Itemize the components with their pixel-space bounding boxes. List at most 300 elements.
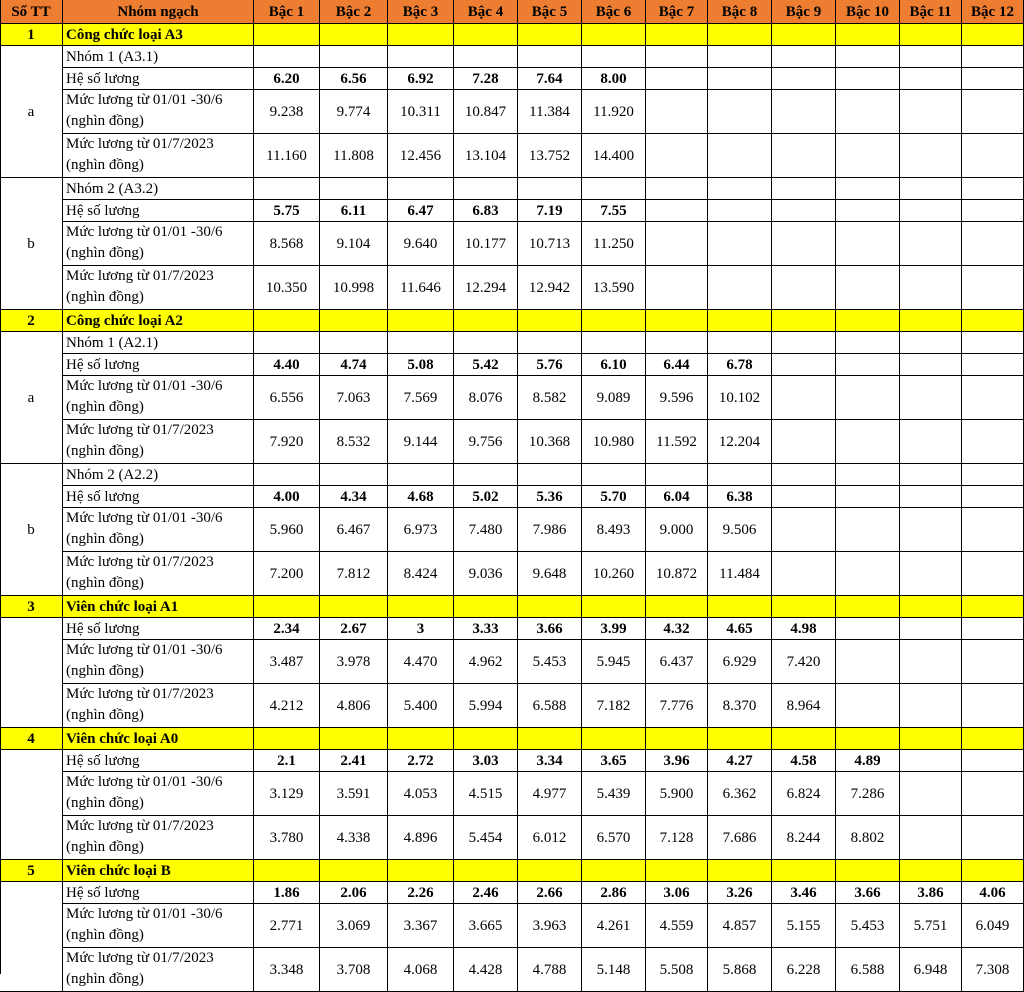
blank-cell <box>900 68 962 90</box>
value-cell: 8.493 <box>582 508 646 552</box>
section-fill-cell <box>962 728 1024 750</box>
group-name: Nhóm 1 (A2.1) <box>63 332 254 354</box>
value-cell: 2.67 <box>320 618 388 640</box>
value-cell: 13.104 <box>454 134 518 178</box>
value-cell: 9.089 <box>582 376 646 420</box>
section-number: 5 <box>0 860 63 882</box>
section-fill-cell <box>962 310 1024 332</box>
value-cell: 5.439 <box>582 772 646 816</box>
blank-cell <box>772 134 836 178</box>
section-fill-cell <box>900 596 962 618</box>
blank-cell <box>708 90 772 134</box>
section-fill-cell <box>320 24 388 46</box>
blank-cell <box>772 90 836 134</box>
section-title: Công chức loại A2 <box>63 310 254 332</box>
group-letter: b <box>0 178 63 310</box>
blank-cell <box>900 354 962 376</box>
value-cell: 2.34 <box>254 618 320 640</box>
blank-cell <box>900 750 962 772</box>
value-cell: 6.56 <box>320 68 388 90</box>
value-cell: 8.076 <box>454 376 518 420</box>
value-cell: 8.00 <box>582 68 646 90</box>
blank-cell <box>900 684 962 728</box>
value-cell: 4.27 <box>708 750 772 772</box>
blank-cell <box>646 46 708 68</box>
section-number: 1 <box>0 24 63 46</box>
section-fill-cell <box>836 310 900 332</box>
row-label: Mức lương từ 01/01 -30/6 (nghìn đồng) <box>63 376 254 420</box>
value-cell: 9.596 <box>646 376 708 420</box>
section-fill-cell <box>454 860 518 882</box>
value-cell: 10.350 <box>254 266 320 310</box>
value-cell: 7.420 <box>772 640 836 684</box>
blank-cell <box>320 178 388 200</box>
section-fill-cell <box>454 310 518 332</box>
blank-cell <box>582 46 646 68</box>
value-cell: 9.144 <box>388 420 454 464</box>
column-header: Bậc 10 <box>836 0 900 24</box>
section-fill-cell <box>836 860 900 882</box>
group-name: Nhóm 2 (A2.2) <box>63 464 254 486</box>
blank-cell <box>772 200 836 222</box>
blank-cell <box>900 178 962 200</box>
blank-cell <box>962 420 1024 464</box>
blank-cell <box>900 618 962 640</box>
group-letter: a <box>0 46 63 178</box>
value-cell: 3.348 <box>254 948 320 992</box>
value-cell: 5.945 <box>582 640 646 684</box>
value-cell: 5.400 <box>388 684 454 728</box>
value-cell: 10.368 <box>518 420 582 464</box>
row-label: Hệ số lương <box>63 750 254 772</box>
value-cell: 3.487 <box>254 640 320 684</box>
blank-cell <box>900 486 962 508</box>
group-letter <box>0 750 63 860</box>
blank-cell <box>772 332 836 354</box>
group-name: Nhóm 1 (A3.1) <box>63 46 254 68</box>
value-cell: 6.973 <box>388 508 454 552</box>
blank-cell <box>708 200 772 222</box>
value-cell: 9.640 <box>388 222 454 266</box>
value-cell: 4.261 <box>582 904 646 948</box>
blank-cell <box>962 222 1024 266</box>
blank-cell <box>708 46 772 68</box>
value-cell: 5.453 <box>836 904 900 948</box>
value-cell: 9.774 <box>320 90 388 134</box>
column-header: Nhóm ngạch <box>63 0 254 24</box>
blank-cell <box>900 332 962 354</box>
value-cell: 2.1 <box>254 750 320 772</box>
column-header: Bậc 6 <box>582 0 646 24</box>
blank-cell <box>772 552 836 596</box>
blank-cell <box>254 464 320 486</box>
section-fill-cell <box>320 596 388 618</box>
value-cell: 6.92 <box>388 68 454 90</box>
section-fill-cell <box>582 24 646 46</box>
value-cell: 5.70 <box>582 486 646 508</box>
group-letter <box>0 882 63 992</box>
value-cell: 5.508 <box>646 948 708 992</box>
value-cell: 4.89 <box>836 750 900 772</box>
row-label: Mức lương từ 01/7/2023 (nghìn đồng) <box>63 134 254 178</box>
row-label: Mức lương từ 01/7/2023 (nghìn đồng) <box>63 948 254 992</box>
section-fill-cell <box>582 860 646 882</box>
value-cell: 2.46 <box>454 882 518 904</box>
value-cell: 11.808 <box>320 134 388 178</box>
section-fill-cell <box>388 24 454 46</box>
blank-cell <box>900 134 962 178</box>
blank-cell <box>646 464 708 486</box>
blank-cell <box>772 266 836 310</box>
value-cell: 3.069 <box>320 904 388 948</box>
section-fill-cell <box>646 596 708 618</box>
value-cell: 7.569 <box>388 376 454 420</box>
value-cell: 6.10 <box>582 354 646 376</box>
value-cell: 5.02 <box>454 486 518 508</box>
section-fill-cell <box>388 596 454 618</box>
blank-cell <box>900 46 962 68</box>
value-cell: 4.00 <box>254 486 320 508</box>
value-cell: 5.76 <box>518 354 582 376</box>
blank-cell <box>320 464 388 486</box>
value-cell: 7.28 <box>454 68 518 90</box>
section-fill-cell <box>454 596 518 618</box>
value-cell: 4.98 <box>772 618 836 640</box>
blank-cell <box>388 178 454 200</box>
blank-cell <box>962 684 1024 728</box>
section-fill-cell <box>772 728 836 750</box>
row-label: Mức lương từ 01/01 -30/6 (nghìn đồng) <box>63 90 254 134</box>
blank-cell <box>962 200 1024 222</box>
value-cell: 7.812 <box>320 552 388 596</box>
section-fill-cell <box>254 596 320 618</box>
value-cell: 7.64 <box>518 68 582 90</box>
section-fill-cell <box>254 24 320 46</box>
blank-cell <box>900 464 962 486</box>
blank-cell <box>836 508 900 552</box>
section-fill-cell <box>454 24 518 46</box>
value-cell: 3.34 <box>518 750 582 772</box>
value-cell: 6.78 <box>708 354 772 376</box>
value-cell: 11.646 <box>388 266 454 310</box>
blank-cell <box>772 222 836 266</box>
value-cell: 6.362 <box>708 772 772 816</box>
value-cell: 3.99 <box>582 618 646 640</box>
blank-cell <box>582 178 646 200</box>
section-fill-cell <box>254 310 320 332</box>
value-cell: 4.806 <box>320 684 388 728</box>
value-cell: 6.929 <box>708 640 772 684</box>
blank-cell <box>254 46 320 68</box>
section-fill-cell <box>962 24 1024 46</box>
value-cell: 10.102 <box>708 376 772 420</box>
row-label: Hệ số lương <box>63 882 254 904</box>
row-label: Mức lương từ 01/7/2023 (nghìn đồng) <box>63 552 254 596</box>
blank-cell <box>962 508 1024 552</box>
blank-cell <box>836 420 900 464</box>
blank-cell <box>708 222 772 266</box>
value-cell: 8.424 <box>388 552 454 596</box>
section-fill-cell <box>518 860 582 882</box>
blank-cell <box>836 134 900 178</box>
section-fill-cell <box>518 596 582 618</box>
section-fill-cell <box>836 24 900 46</box>
row-label: Mức lương từ 01/7/2023 (nghìn đồng) <box>63 420 254 464</box>
blank-cell <box>962 178 1024 200</box>
section-fill-cell <box>320 728 388 750</box>
blank-cell <box>962 464 1024 486</box>
row-label: Mức lương từ 01/01 -30/6 (nghìn đồng) <box>63 904 254 948</box>
section-number: 3 <box>0 596 63 618</box>
section-fill-cell <box>772 24 836 46</box>
value-cell: 12.204 <box>708 420 772 464</box>
blank-cell <box>772 376 836 420</box>
blank-cell <box>836 552 900 596</box>
value-cell: 8.802 <box>836 816 900 860</box>
value-cell: 9.506 <box>708 508 772 552</box>
value-cell: 10.311 <box>388 90 454 134</box>
section-fill-cell <box>518 310 582 332</box>
value-cell: 7.308 <box>962 948 1024 992</box>
blank-cell <box>962 354 1024 376</box>
value-cell: 4.962 <box>454 640 518 684</box>
blank-cell <box>962 618 1024 640</box>
blank-cell <box>836 354 900 376</box>
section-fill-cell <box>900 860 962 882</box>
section-fill-cell <box>388 860 454 882</box>
blank-cell <box>836 266 900 310</box>
value-cell: 3.708 <box>320 948 388 992</box>
row-label: Hệ số lương <box>63 200 254 222</box>
value-cell: 5.155 <box>772 904 836 948</box>
section-fill-cell <box>900 24 962 46</box>
value-cell: 6.38 <box>708 486 772 508</box>
column-header: Bậc 9 <box>772 0 836 24</box>
value-cell: 3.129 <box>254 772 320 816</box>
value-cell: 7.776 <box>646 684 708 728</box>
value-cell: 7.986 <box>518 508 582 552</box>
blank-cell <box>900 222 962 266</box>
blank-cell <box>836 222 900 266</box>
blank-cell <box>836 376 900 420</box>
section-fill-cell <box>254 728 320 750</box>
section-fill-cell <box>582 310 646 332</box>
value-cell: 4.68 <box>388 486 454 508</box>
blank-cell <box>772 46 836 68</box>
value-cell: 3.963 <box>518 904 582 948</box>
value-cell: 12.294 <box>454 266 518 310</box>
value-cell: 7.200 <box>254 552 320 596</box>
row-label: Mức lương từ 01/7/2023 (nghìn đồng) <box>63 816 254 860</box>
value-cell: 7.286 <box>836 772 900 816</box>
column-header: Bậc 2 <box>320 0 388 24</box>
value-cell: 4.788 <box>518 948 582 992</box>
section-fill-cell <box>708 596 772 618</box>
section-fill-cell <box>772 596 836 618</box>
value-cell: 2.26 <box>388 882 454 904</box>
section-fill-cell <box>646 728 708 750</box>
value-cell: 2.66 <box>518 882 582 904</box>
value-cell: 11.384 <box>518 90 582 134</box>
blank-cell <box>962 68 1024 90</box>
value-cell: 3.665 <box>454 904 518 948</box>
blank-cell <box>646 222 708 266</box>
value-cell: 3.978 <box>320 640 388 684</box>
section-fill-cell <box>708 728 772 750</box>
value-cell: 2.06 <box>320 882 388 904</box>
value-cell: 4.470 <box>388 640 454 684</box>
value-cell: 6.228 <box>772 948 836 992</box>
blank-cell <box>582 332 646 354</box>
value-cell: 7.55 <box>582 200 646 222</box>
value-cell: 9.756 <box>454 420 518 464</box>
value-cell: 6.437 <box>646 640 708 684</box>
value-cell: 4.068 <box>388 948 454 992</box>
blank-cell <box>518 46 582 68</box>
section-number: 4 <box>0 728 63 750</box>
blank-cell <box>836 46 900 68</box>
value-cell: 6.012 <box>518 816 582 860</box>
row-label: Hệ số lương <box>63 618 254 640</box>
value-cell: 7.920 <box>254 420 320 464</box>
value-cell: 8.964 <box>772 684 836 728</box>
section-fill-cell <box>582 596 646 618</box>
value-cell: 1.86 <box>254 882 320 904</box>
blank-cell <box>388 46 454 68</box>
value-cell: 14.400 <box>582 134 646 178</box>
value-cell: 3.86 <box>900 882 962 904</box>
blank-cell <box>836 486 900 508</box>
blank-cell <box>518 332 582 354</box>
blank-cell <box>518 464 582 486</box>
row-label: Mức lương từ 01/01 -30/6 (nghìn đồng) <box>63 772 254 816</box>
blank-cell <box>772 508 836 552</box>
row-label: Mức lương từ 01/7/2023 (nghìn đồng) <box>63 684 254 728</box>
value-cell: 3.66 <box>836 882 900 904</box>
value-cell: 8.532 <box>320 420 388 464</box>
blank-cell <box>708 178 772 200</box>
value-cell: 4.74 <box>320 354 388 376</box>
blank-cell <box>388 332 454 354</box>
blank-cell <box>962 750 1024 772</box>
column-header: Bậc 3 <box>388 0 454 24</box>
blank-cell <box>320 332 388 354</box>
blank-cell <box>962 486 1024 508</box>
row-label: Hệ số lương <box>63 486 254 508</box>
row-label: Mức lương từ 01/7/2023 (nghìn đồng) <box>63 266 254 310</box>
column-header: Bậc 1 <box>254 0 320 24</box>
value-cell: 10.177 <box>454 222 518 266</box>
value-cell: 4.32 <box>646 618 708 640</box>
table-left-border <box>0 0 1 974</box>
value-cell: 3.96 <box>646 750 708 772</box>
value-cell: 2.771 <box>254 904 320 948</box>
section-number: 2 <box>0 310 63 332</box>
value-cell: 10.847 <box>454 90 518 134</box>
section-fill-cell <box>320 860 388 882</box>
blank-cell <box>836 178 900 200</box>
blank-cell <box>900 90 962 134</box>
value-cell: 13.590 <box>582 266 646 310</box>
value-cell: 4.977 <box>518 772 582 816</box>
value-cell: 10.872 <box>646 552 708 596</box>
blank-cell <box>254 178 320 200</box>
value-cell: 5.42 <box>454 354 518 376</box>
section-fill-cell <box>836 596 900 618</box>
value-cell: 4.06 <box>962 882 1024 904</box>
blank-cell <box>646 90 708 134</box>
value-cell: 9.648 <box>518 552 582 596</box>
value-cell: 4.58 <box>772 750 836 772</box>
blank-cell <box>962 376 1024 420</box>
value-cell: 4.212 <box>254 684 320 728</box>
value-cell: 9.000 <box>646 508 708 552</box>
value-cell: 4.40 <box>254 354 320 376</box>
blank-cell <box>646 68 708 90</box>
value-cell: 4.34 <box>320 486 388 508</box>
value-cell: 8.582 <box>518 376 582 420</box>
value-cell: 3 <box>388 618 454 640</box>
blank-cell <box>836 684 900 728</box>
value-cell: 10.980 <box>582 420 646 464</box>
value-cell: 5.900 <box>646 772 708 816</box>
blank-cell <box>900 552 962 596</box>
value-cell: 8.370 <box>708 684 772 728</box>
value-cell: 3.66 <box>518 618 582 640</box>
value-cell: 4.896 <box>388 816 454 860</box>
section-fill-cell <box>518 728 582 750</box>
value-cell: 6.824 <box>772 772 836 816</box>
blank-cell <box>962 90 1024 134</box>
section-title: Công chức loại A3 <box>63 24 254 46</box>
blank-cell <box>836 640 900 684</box>
value-cell: 6.467 <box>320 508 388 552</box>
value-cell: 8.244 <box>772 816 836 860</box>
value-cell: 9.036 <box>454 552 518 596</box>
value-cell: 4.857 <box>708 904 772 948</box>
value-cell: 9.238 <box>254 90 320 134</box>
blank-cell <box>518 178 582 200</box>
value-cell: 5.148 <box>582 948 646 992</box>
blank-cell <box>772 178 836 200</box>
blank-cell <box>646 178 708 200</box>
section-fill-cell <box>900 310 962 332</box>
section-fill-cell <box>320 310 388 332</box>
blank-cell <box>708 266 772 310</box>
blank-cell <box>582 464 646 486</box>
blank-cell <box>962 332 1024 354</box>
blank-cell <box>836 90 900 134</box>
section-fill-cell <box>962 860 1024 882</box>
blank-cell <box>836 200 900 222</box>
value-cell: 5.453 <box>518 640 582 684</box>
value-cell: 10.998 <box>320 266 388 310</box>
value-cell: 13.752 <box>518 134 582 178</box>
group-letter: b <box>0 464 63 596</box>
blank-cell <box>646 266 708 310</box>
section-fill-cell <box>454 728 518 750</box>
value-cell: 7.19 <box>518 200 582 222</box>
row-label: Mức lương từ 01/01 -30/6 (nghìn đồng) <box>63 508 254 552</box>
value-cell: 12.942 <box>518 266 582 310</box>
section-fill-cell <box>836 728 900 750</box>
value-cell: 6.049 <box>962 904 1024 948</box>
value-cell: 6.20 <box>254 68 320 90</box>
row-label: Mức lương từ 01/01 -30/6 (nghìn đồng) <box>63 640 254 684</box>
blank-cell <box>900 772 962 816</box>
blank-cell <box>646 134 708 178</box>
value-cell: 5.960 <box>254 508 320 552</box>
